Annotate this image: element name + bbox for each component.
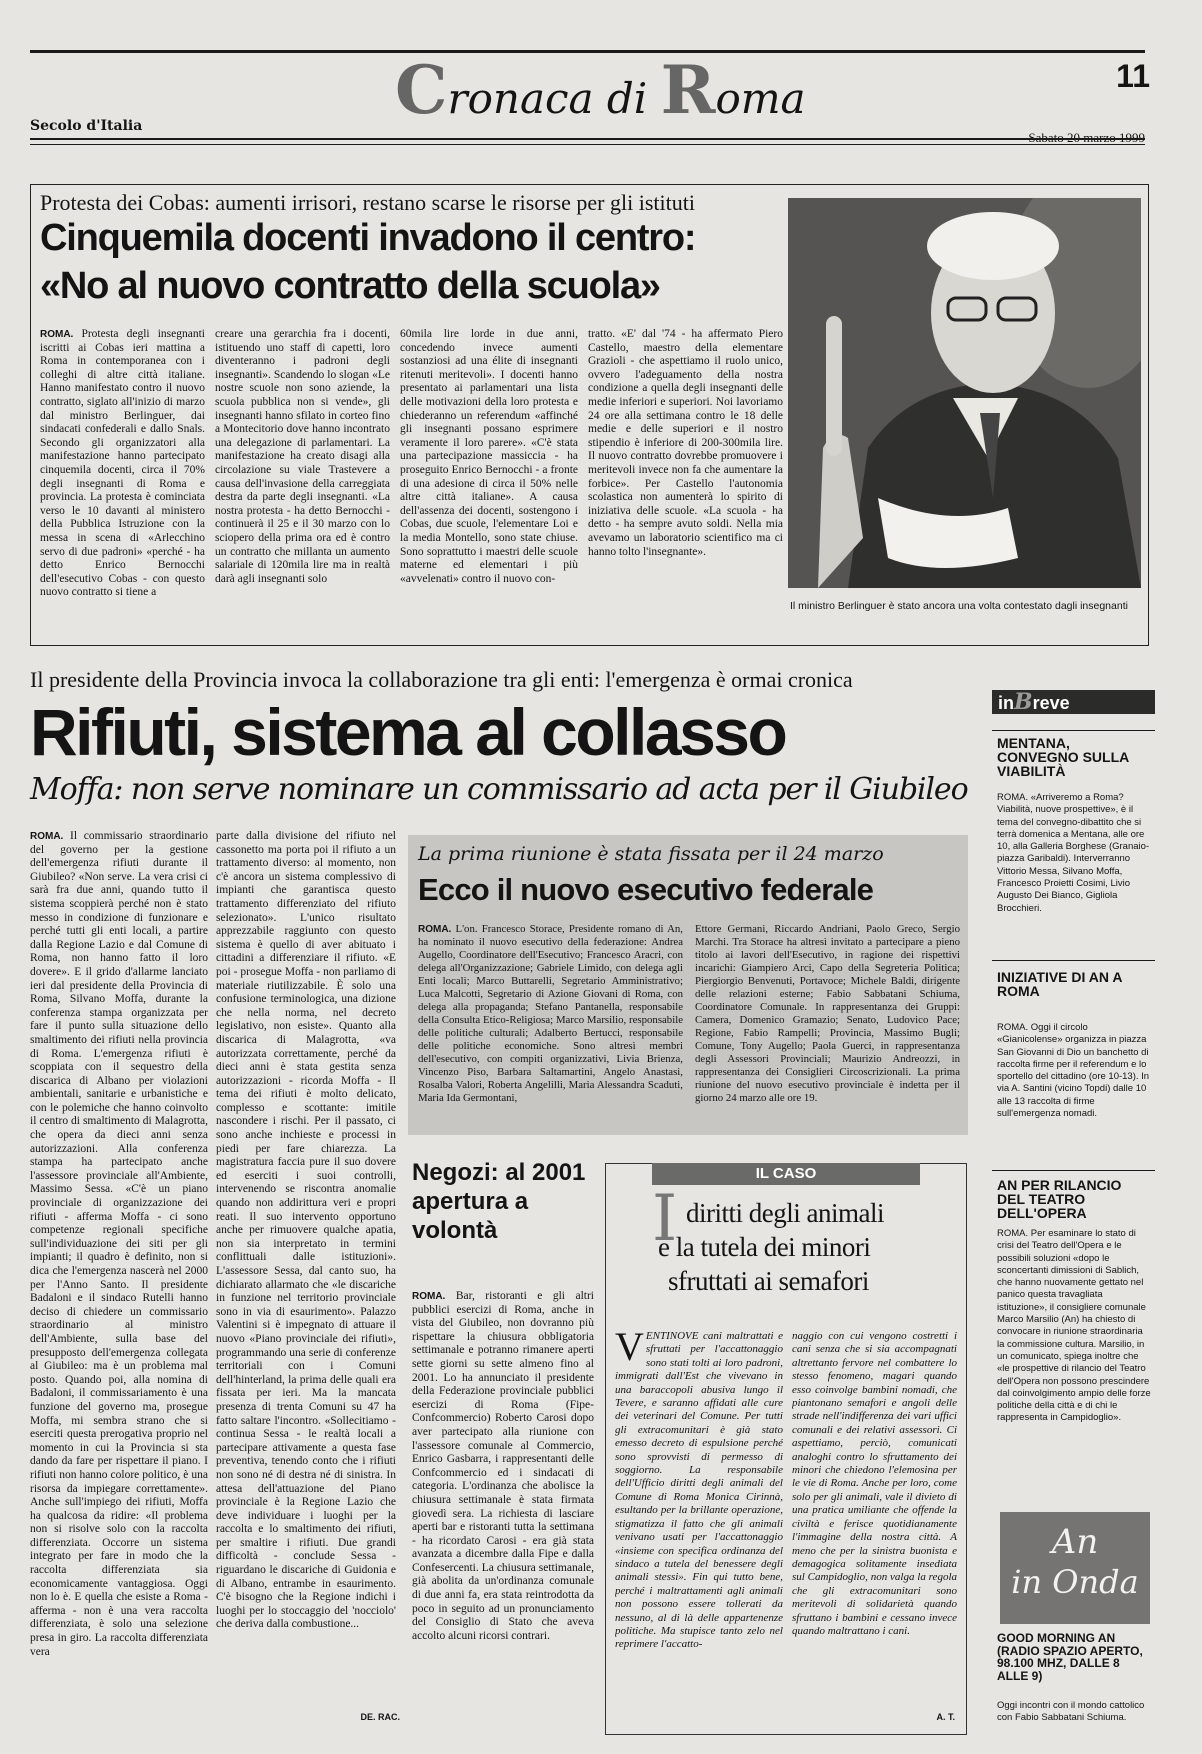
- story-negozi-body: [412, 1290, 594, 1720]
- brief-rule-2: [992, 960, 1155, 961]
- masthead-top-rule: [30, 50, 1145, 53]
- section-title: [395, 51, 806, 129]
- photo-caption: Il ministro Berlinguer è stato ancora una volta contestato dagli insegnanti: [790, 600, 1128, 612]
- story-esecutivo-col2: Ettore Germani, Riccardo Andriani, Paolo Greco, Sergio Marchi. Tra Storace ha altresì invitato a partecipare a pieno titolo ai lavori dell'Esecutivo, in ragione dei rispettivi incarichi: Giampiero Arci, Capo della Segreteria Politica; Piergiorgio Benvenuti, Portavoce; Michele Baldi, dirigente delle relazioni esterne; Fabio Sabbatani Schiuma, Coordinatore Comunale. In rappresentanza dei Gruppi: Camera, Domenico Gramazio; Senato, Ludovico Pace; Regione, Fabio Rampelli; Provincia, Massimo Bugli; Comune, Tony Augello; Paola Guerci, in rappresentanza degli Assessori Provinciali; Maurizio Andreozzi, in rappresentanza dei Consiglieri Circoscrizionali. La prima riunione del nuovo esecutivo provinciale è indetta per il giorno 24 marzo alle ore 19.: [695, 923, 960, 1104]
- masthead-thin-rule: [30, 144, 1145, 145]
- paper-name: Secolo d'Italia: [30, 118, 143, 134]
- brief-opera-body: ROMA. Per esaminare lo stato di crisi del Teatro dell'Opera e le possibili soluzioni «dopo le sconcertanti dimissioni di Sablich, che hanno nuovamente gettato nel panico questa travagliata istituzione», il consigliere comunale Marco Marsilio (An) ha chiesto di convocare in riunione straordinaria la commissione cultura. Marsilio, in un comunicato, spiega inoltre che «le prospettive di rilancio del Teatro dell'Opera non possono prescindere dal coinvolgimento ampio delle forze politiche della città e di chi le rappresenta in Campidoglio».: [997, 1228, 1151, 1424]
- an-in-onda-line1: An: [1051, 1522, 1099, 1562]
- story-esecutivo-dateline: ROMA.: [418, 924, 452, 935]
- story-cobas-col4: tratto. «E' dal '74 - ha affermato Piero Castello, maestro della elementare Grazioli - che aspettiamo il ruolo unico, ovvero l'adeguamento della nostra condizione a quella degli insegnanti delle medie inferiori e superiori. Noi lavoriamo 24 ore alla settimana contro le 18 delle medie e delle superiori e il nostro stipendio è inferiore di 200-300mila lire. Il nuovo contratto dovrebbe promuovere i meritevoli invece non fa che aumentare la forbice». Per Castello l'autonomia scolastica non aumenterà lo spirito di iniziativa delle scuole. «La scuola - ha detto - ha sempre avuto soldi. Nella mia avevamo un laboratorio scientifico ma ci hanno tolto l'insegnante».: [588, 328, 783, 558]
- in-breve-title-prefix: in: [998, 693, 1014, 713]
- story-cobas-col1-text: Protesta degli insegnanti iscritti ai Cobas ieri mattina a Roma in contemporanea con i colleghi di altre città italiane. Hanno manifestato contro il nuovo contratto, siglato all'inizio di marzo dal ministro Berlinguer, dai sindacati confederali e dallo Snals. Secondo gli organizzatori alla manifestazione hanno partecipato cinquemila docenti, circa il 70% degli insegnanti di Roma e provincia. La protesta è cominciata verso le 10 davanti al ministero della Pubblica Istruzione con la messa in scena di «Arlecchino servo di due padroni» «perché - ha detto Enrico Bernocchi dell'esecutivo Cobas - con questo nuovo contratto si tiene a: [40, 328, 205, 599]
- berlinguer-photo-drawing: [788, 198, 1141, 588]
- story-rifiuti-col2: parte dalla divisione del rifiuto nel cassonetto ma porta poi il rifiuto a un trattamento diverso: al momento, non c'è ancora un sistema complessivo di impianti che garantisca questo trattamento differenziato del rifiuto selezionato». L'unico risultato apprezzabile raggiunto con questo sistema è quello di aver abituato i cittadini a differenziare il rifiuto. «E poi - prosegue Moffa - non parliamo di materiale riutilizzabile. È solo una confusione terminologica, una dizione che nella norma, nel decreto legislativo, non esiste». Quanto alla discarica di Malagrotta, «va autorizzata correttamente, perché da dieci anni è stata gestita senza autorizzazioni - ricorda Moffa - Il tema dei rifiuti è molto delicato, complesso e scottante: imitile nascondere i rischi. Per il passato, ci sono anche inchieste e processi in piedi per fare chiarezza. La magistratura faccia pure il suo dovere ed eserciti i suoi controlli, intervenendo se riscontra anomalie quando non addirittura veri e propri reati. Il suo intervento opportuno anche per rimuovere qualche apatia, non sia interpretato in termini conflittuali dalle istituzioni». L'assessore Sessa, dal canto suo, ha dichiarato allarmato che «le discariche in funzione nel territorio provinciale sono in via di esaurimento». Palazzo Valentini si è impegnato di attuare il nuovo «Piano provinciale dei rifiuti», programmando una serie di conferenze territoriali con i Comuni dell'hinterland, la prima delle quali era fissata per ieri. Ma la mancata presenza di trenta Comuni su 47 ha fatto saltare l'incontro. «Sollecitiamo - continua Sessa - le realtà locali a partecipare attivamente a questa fase preventiva, tenendo conto che i rifiuti non sono né di destra né di sinistra. In attesa dell'attuazione del Piano provinciale è la Regione Lazio che deve individuare i luoghi per la raccolta e lo smaltimento dei rifiuti, per smaltire i rifiuti. Due grandi difficoltà - conclude Sessa - riguardano le discariche di Guidonia e di Albano, entrambe in esaurimento. C'è bisogno che la Regione indichi i luoghi per lo stoccaggio del 'nocciolo' che deriva dalla combustione...: [216, 830, 396, 1631]
- story-cobas-kicker: Protesta dei Cobas: aumenti irrisori, restano scarse le risorse per gli istituti: [40, 190, 695, 215]
- story-esecutivo-col1-text: L'on. Francesco Storace, Presidente romano di An, ha nominato il nuovo esecutivo della federazione: Andrea Augello, Coordinatore dell'Esecutivo; Francesco Aracri, con delega all'Organizzazione; Gabriele Limido, con delega agli Enti locali; Marco Buttarelli, Segretario Amministrativo; Luca Malcotti, Segretario di Azione Giovani di Roma, con delega alla propaganda; Stefano Pantanella, responsabile della Consulta Etico-Religiosa; Marco Marsilio, responsabile delle politiche culturali; Adalberto Bertucci, responsabile delle politiche economiche. Sono altresì membri dell'esecutivo, con compiti organizzativi, Livia Brienza, Vincenzo Piso, Barbara Saltamartini, Angelo Anastasi, Rosalba Valori, Roberta Angelilli, Maria Alessandra Scaduti, Maria Ida Germontani,: [418, 923, 683, 1104]
- radio-heading: GOOD MORNING AN (RADIO SPAZIO APERTO, 98.100 MHZ, DALLE 8 ALLE 9): [997, 1631, 1143, 1683]
- brief-rule-3: [992, 1170, 1155, 1171]
- story-caso-col2: naggio con cui vengono costretti i cani senza che si sia accompagnati altrettanto fervore nel combattere lo stesso fenomeno, magari quando esso coinvolge bambini nomadi, che piantonano semafori e angoli delle strade nell'indifferenza dei vari uffici comunali e dei relativi assessori. Ci aspettiamo, perciò, comunicati analoghi contro lo sfruttamento dei minori che chiedono l'elemosina per le vie di Roma. Anche per loro, come solo per gli animali, vale il divieto di una pratica umiliante che offende la civiltà e ferisce quotidianamente l'immagine della nostra città. A meno che per la sinistra buonista e demagogica solitamente insediata sul Campidoglio, non valga la regola che gli extracomunitari sono meritevoli di solidarietà quando sfruttano i bambini e cessano invece quando maltrattano i cani.: [792, 1330, 957, 1637]
- photo-pointing-finger: [826, 316, 842, 456]
- story-rifiuti-subhead: Moffa: non serve nominare un commissario ad acta per il Giubileo: [30, 772, 968, 807]
- section-title-end: oma: [715, 74, 806, 123]
- section-title-cap-r: R: [660, 51, 716, 129]
- story-cobas-col2: creare una gerarchia fra i docenti, istituendo uno staff di capetti, loro diventeranno i padroni degli insegnanti». Scandendo lo slogan «Le nostre scuole non sono aziende, la scuola pubblica non si vende», gli insegnanti hanno sfilato in corteo fino a Montecitorio dove hanno incontrato una delegazione di parlamentari. La manifestazione ha creato disagi alla circolazione su viale Trastevere a causa dell'invasione della carreggiata destra da parte degli insegnanti. «La nostra protesta - ha detto Bernocchi - continuerà il 25 e il 30 marzo con lo sciopero della prima ora ed è contro un contratto che millanta un aumento salariale di 120mila lire ma in realtà darà agli insegnanti solo: [215, 328, 390, 585]
- story-negozi-headline: Negozi: al 2001 apertura a volontà: [412, 1159, 586, 1244]
- story-negozi-body-text: Bar, ristoranti e gli altri pubblici esercizi di Roma, anche in vista del Giubileo, non dovranno più rispettare la chiusura obbligatoria settimanale e potranno rimanere aperti sette giorni su sette almeno fino al 2001. Lo ha annunciato il presidente della Federazione provinciale pubblici esercizi di Roma (Fipe-Confcommercio) Roberto Carosi dopo aver partecipato alla riunione con l'assessore comunale al Commercio, Enrico Gasbarra, i rappresentanti delle Confcommercio ed i sindacati di categoria. L'ordinanza che abolisce la chiusura settimanale è stata firmata giovedì sera. La richiesta di lasciare aperti bar e ristoranti tutta la settimana - ha ricordato Carosi - era già stata avanzata a dicembre dalla Fipe e dalla Confesercenti. La chiusura settimanale, già abolita da un'ordinanza comunale di due anni fa, era stata reintrodotta da poco in seguito ad un pronunciamento del Consiglio di Stato che aveva accolto alcuni ricorsi contrari.: [412, 1290, 594, 1642]
- story-rifiuti-kicker: Il presidente della Provincia invoca la collaborazione tra gli enti: l'emergenza è ormai cronica: [30, 667, 853, 692]
- story-caso-col1-text: ENTINOVE cani maltrattati e sfruttati per l'accattonaggio sono stati tolti ai loro padroni, immigrati dall'Est che vivevano in una baraccopoli abusiva lungo il Tevere, e saranno affidati alle cure dei veterinari del Comune. Per tutti gli extracomunitari è già stato emesso decreto di espulsione perché sono sprovvisti di permesso di soggiorno. La responsabile dell'Ufficio diritti degli animali del Comune di Roma Monica Cirinnà, esultando per la brillante operazione, stigmatizza il fatto che gli animali venivano usati per l'accattonaggio «insieme con specifica ordinanza del sindaco a tutela del benessere degli animali stessi». Fin qui tutto bene, perché i maltrattamenti agli animali non possono essere tollerati da nessuno, al di là delle appartenenze politiche. Ma stupisce tanto zelo nel reprimere l'accatto-: [615, 1330, 783, 1651]
- story-cobas-col3: 60mila lire lorde in due anni, concedendo invece aumenti sostanziosi ad una élite di insegnanti ritenuti meritevoli». I docenti hanno presentato ai parlamentari una lista delle motivazioni della loro protesta e chiederanno un referendum «affinché gli insegnanti possano esprimere veramente il loro parere». «C'è stata una partecipazione massiccia - ha proseguito Enrico Bernocchi - a fronte di una adesione di circa il 50% nelle altre città italiane». A causa dell'assenza dei docenti, sostengono i Cobas, due scuole, l'elementare Loi e la media Montello, sono state chiuse. Sono soprattutto i maestri delle scuole materne ed elementari i più «avvelenati» contro il nuovo con-: [400, 328, 578, 585]
- story-cobas-dateline: ROMA.: [40, 329, 74, 340]
- brief-iniziative-body: ROMA. Oggi il circolo «Gianicolense» organizza in piazza San Giovanni di Dio un banchetto di raccolta firme per il referendum e lo sportello del cittadino (ore 10-13). In via A. Santini (vicino Topdi) dalle 10 alle 13 raccolta di firme sull'emergenza nomadi.: [997, 1022, 1150, 1120]
- photo-hair: [927, 212, 1059, 280]
- section-title-middle: ronaca di: [447, 74, 661, 123]
- story-rifiuti-signature: DE. RAC.: [360, 1712, 400, 1722]
- masthead-bottom-rule: [30, 138, 1145, 140]
- in-breve-title: [992, 690, 1155, 714]
- story-rifiuti-col1: [30, 830, 208, 1730]
- story-esecutivo-col1: [418, 923, 683, 1128]
- an-in-onda-box: [1000, 1512, 1150, 1624]
- page-number: 11: [1116, 58, 1150, 94]
- story-caso-signature: A. T.: [936, 1712, 955, 1722]
- an-in-onda-line2: in Onda: [1011, 1563, 1139, 1601]
- section-title-cap-c: C: [395, 51, 448, 129]
- story-caso-label: IL CASO: [652, 1163, 920, 1185]
- story-cobas-col1: [40, 328, 205, 630]
- brief-rule-1: [992, 730, 1155, 731]
- story-negozi-dateline: ROMA.: [412, 1291, 446, 1302]
- story-caso-dropcap: V: [615, 1330, 644, 1369]
- story-rifiuti-headline: Rifiuti, sistema al collasso: [30, 695, 786, 769]
- in-breve-title-suffix: reve: [1032, 693, 1070, 713]
- brief-mentana-body: ROMA. «Arriveremo a Roma? Viabilità, nuove prospettive», è il tema del convegno-dibattito che si terrà domenica a Mentana, alle ore 10, alla Galleria Borghese (Granaio- piazza Garibaldi). Interverranno Vittorio Messa, Silvano Moffa, Francesco Proietti Cosimi, Livio Augusto Dei Bianco, Gigliola Brocchieri.: [997, 792, 1150, 914]
- story-rifiuti-col1-text: Il commissario straordinario del governo per la gestione dell'emergenza rifiuti durante il Giubileo? «Non serve. La vera crisi ci sarà fra due anni, quando tutto il sistema scoppierà perché non è stato messo in condizione di funzionare e perché tutti gli enti locali, a partire dalla Regione Lazio e dal Comune di Roma, non hanno fatto il loro dovere». E il grido d'allarme lanciato ieri dal presidente della Provincia di Roma, Silvano Moffa, durante la conferenza stampa organizzata per fare il punto sulla situazione dello smaltimento dei rifiuti nella provincia di Roma. L'emergenza rifiuti è scoppiata con il sequestro della discarica di Albano per violazioni ambientali, sanitarie e urbanistiche e con le polemiche che hanno coinvolto il centro di smaltimento di Malagrotta, che opera da dieci anni senza autorizzazioni. Alla conferenza stampa ha partecipato anche l'assessore provinciale all'Ambiente, Massimo Sessa. «C'è un piano provinciale di organizzazione dei rifiuti - afferma Moffa - ci sono competenze regionali specifiche sull'individuazione dei siti per gli impianti; il quadro è definito, non si dica che l'emergenza nascerà nel 2000 per l'Anno Santo. Il presidente Badaloni e il sindaco Rutelli hanno deciso di chiedere un commissario straordinario al ministro dell'Ambiente, sulla base del presupposto dell'emergenza collegata al Giubileo: ma è un problema mal posto. Quando poi, alla nomina di Badaloni, il commissariamento è una funzione del governo ma, prosegue Moffa, mi sembra strano che si eserciti questa prerogativa proprio nel momento in cui la Provincia si sta dando da fare per rispettare il piano. I rifiuti non hanno colore politico, è una risorsa da impiegare correttamente». Anche sull'impiego dei rifiuti, Moffa ha qualcosa da ridire: «Il problema non si risolve solo con la raccolta differenziata. Occorre un sistema integrato per fare in modo che la raccolta differenziata sia economicamente vantaggiosa. Oggi non lo è. E quella che esiste a Roma - afferma - non è una vera raccolta differenziata, è solo una selezione presa in giro. La raccolta differenziata vera: [30, 830, 208, 1658]
- story-cobas-headline-2: «No al nuovo contratto della scuola»: [40, 265, 660, 307]
- brief-iniziative-heading: INIZIATIVE DI AN A ROMA: [997, 969, 1122, 999]
- story-caso-col1: [615, 1330, 783, 1725]
- brief-mentana-heading: MENTANA, CONVEGNO SULLA VIABILITÀ: [997, 735, 1129, 779]
- in-breve-title-cap: B: [1014, 689, 1033, 715]
- story-caso-headline-line1: diritti degli animali: [686, 1198, 884, 1228]
- story-caso-headline: [652, 1182, 922, 1318]
- story-cobas-headline-1: Cinquemila docenti invadono il centro:: [40, 217, 696, 259]
- story-caso-headline-cap: I: [652, 1182, 678, 1256]
- story-esecutivo-headline: Ecco il nuovo esecutivo federale: [418, 872, 874, 907]
- story-rifiuti-dateline: ROMA.: [30, 831, 64, 842]
- story-caso-headline-line2: e la tutela dei minori: [658, 1232, 871, 1262]
- story-esecutivo-kicker: La prima riunione è stata fissata per il 24 marzo: [418, 843, 884, 865]
- berlinguer-photo: [788, 198, 1141, 588]
- story-caso-headline-line3: sfruttati ai semafori: [668, 1266, 869, 1296]
- radio-body: Oggi incontri con il mondo cattolico con Fabio Sabbatani Schiuma.: [997, 1700, 1145, 1724]
- brief-opera-heading: AN PER RILANCIO DEL TEATRO DELL'OPERA: [997, 1177, 1122, 1221]
